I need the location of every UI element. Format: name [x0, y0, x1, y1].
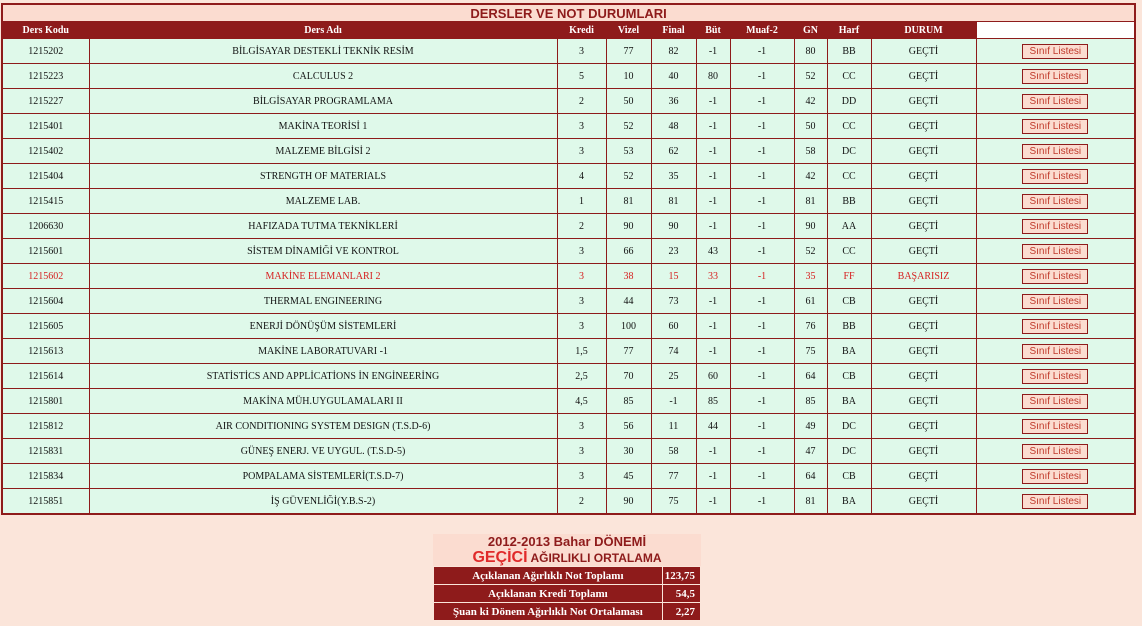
- course-gn: 61: [794, 289, 827, 314]
- course-but: -1: [696, 489, 730, 515]
- summary-value: 2,27: [662, 603, 700, 621]
- col-header-but: Büt: [696, 22, 730, 39]
- course-code: 1215851: [2, 489, 89, 515]
- course-durum: GEÇTİ: [871, 364, 976, 389]
- course-muaf: -1: [730, 364, 794, 389]
- table-header-row: [2, 22, 1135, 39]
- col-header-harf: Harf: [827, 22, 871, 39]
- course-code: 1215604: [2, 289, 89, 314]
- course-final: 77: [651, 464, 696, 489]
- course-durum: GEÇTİ: [871, 414, 976, 439]
- action-cell: [976, 289, 1135, 314]
- course-name: POMPALAMA SİSTEMLERİ(T.S.D-7): [89, 464, 557, 489]
- course-kredi: 3: [557, 414, 606, 439]
- summary-subtitle-line: [433, 550, 701, 566]
- table-row: [2, 214, 1135, 239]
- course-durum: GEÇTİ: [871, 389, 976, 414]
- action-cell: [976, 314, 1135, 339]
- course-gn: 52: [794, 64, 827, 89]
- course-harf: BA: [827, 339, 871, 364]
- course-durum: GEÇTİ: [871, 314, 976, 339]
- col-header-code: Ders Kodu: [2, 22, 89, 39]
- course-final: 35: [651, 164, 696, 189]
- course-name: MAKİNE LABORATUVARI -1: [89, 339, 557, 364]
- class-list-button[interactable]: Sınıf Listesi: [1022, 219, 1088, 234]
- table-row: [2, 414, 1135, 439]
- course-vize: 66: [606, 239, 651, 264]
- course-final: 74: [651, 339, 696, 364]
- course-code: 1215613: [2, 339, 89, 364]
- class-list-button[interactable]: Sınıf Listesi: [1022, 419, 1088, 434]
- class-list-button[interactable]: Sınıf Listesi: [1022, 69, 1088, 84]
- course-durum: GEÇTİ: [871, 89, 976, 114]
- course-final: -1: [651, 389, 696, 414]
- course-muaf: -1: [730, 389, 794, 414]
- course-code: 1215801: [2, 389, 89, 414]
- course-vize: 81: [606, 189, 651, 214]
- action-cell: [976, 439, 1135, 464]
- class-list-button[interactable]: Sınıf Listesi: [1022, 294, 1088, 309]
- table-title-row: [2, 4, 1135, 22]
- course-but: 85: [696, 389, 730, 414]
- course-final: 15: [651, 264, 696, 289]
- action-cell: [976, 164, 1135, 189]
- course-final: 11: [651, 414, 696, 439]
- course-code: 1215202: [2, 39, 89, 64]
- table-row: [2, 39, 1135, 64]
- action-cell: [976, 464, 1135, 489]
- course-final: 81: [651, 189, 696, 214]
- summary-row: [434, 603, 701, 621]
- course-muaf: -1: [730, 114, 794, 139]
- course-but: 43: [696, 239, 730, 264]
- col-header-durum: DURUM: [871, 22, 976, 39]
- course-but: -1: [696, 164, 730, 189]
- summary-gecici: GEÇİCİ: [472, 549, 528, 566]
- course-vize: 70: [606, 364, 651, 389]
- course-kredi: 3: [557, 264, 606, 289]
- course-name: MAKİNA MÜH.UYGULAMALARI II: [89, 389, 557, 414]
- course-gn: 75: [794, 339, 827, 364]
- table-row: [2, 239, 1135, 264]
- course-but: 80: [696, 64, 730, 89]
- course-durum: GEÇTİ: [871, 489, 976, 515]
- course-kredi: 3: [557, 314, 606, 339]
- course-muaf: -1: [730, 89, 794, 114]
- course-kredi: 3: [557, 139, 606, 164]
- table-row: [2, 439, 1135, 464]
- course-but: -1: [696, 464, 730, 489]
- course-harf: CC: [827, 114, 871, 139]
- course-final: 48: [651, 114, 696, 139]
- course-harf: DC: [827, 414, 871, 439]
- course-kredi: 1,5: [557, 339, 606, 364]
- course-vize: 56: [606, 414, 651, 439]
- course-muaf: -1: [730, 339, 794, 364]
- class-list-button[interactable]: Sınıf Listesi: [1022, 394, 1088, 409]
- course-final: 73: [651, 289, 696, 314]
- course-durum: GEÇTİ: [871, 114, 976, 139]
- course-but: -1: [696, 439, 730, 464]
- summary-value: 54,5: [662, 585, 700, 603]
- course-code: 1206630: [2, 214, 89, 239]
- course-code: 1215415: [2, 189, 89, 214]
- summary-table: [433, 566, 701, 621]
- course-gn: 85: [794, 389, 827, 414]
- action-cell: [976, 339, 1135, 364]
- course-durum: GEÇTİ: [871, 64, 976, 89]
- course-muaf: -1: [730, 439, 794, 464]
- course-harf: DC: [827, 439, 871, 464]
- course-muaf: -1: [730, 39, 794, 64]
- course-durum: BAŞARISIZ: [871, 264, 976, 289]
- course-muaf: -1: [730, 264, 794, 289]
- col-header-kredi: Kredi: [557, 22, 606, 39]
- summary-label: Şuan ki Dönem Ağırlıklı Not Ortalaması: [434, 603, 663, 621]
- class-list-button[interactable]: Sınıf Listesi: [1022, 44, 1088, 59]
- course-kredi: 2: [557, 489, 606, 515]
- course-final: 62: [651, 139, 696, 164]
- table-row: [2, 364, 1135, 389]
- course-gn: 81: [794, 489, 827, 515]
- course-name: MAKİNA TEORİSİ 1: [89, 114, 557, 139]
- class-list-button[interactable]: Sınıf Listesi: [1022, 244, 1088, 259]
- table-row: [2, 89, 1135, 114]
- col-header-final: Final: [651, 22, 696, 39]
- course-but: 44: [696, 414, 730, 439]
- action-cell: [976, 364, 1135, 389]
- class-list-button[interactable]: Sınıf Listesi: [1022, 144, 1088, 159]
- course-kredi: 3: [557, 39, 606, 64]
- course-final: 25: [651, 364, 696, 389]
- class-list-button[interactable]: Sınıf Listesi: [1022, 444, 1088, 459]
- course-code: 1215602: [2, 264, 89, 289]
- course-gn: 35: [794, 264, 827, 289]
- table-row: [2, 164, 1135, 189]
- course-durum: GEÇTİ: [871, 439, 976, 464]
- course-final: 75: [651, 489, 696, 515]
- course-name: MALZEME LAB.: [89, 189, 557, 214]
- course-vize: 77: [606, 339, 651, 364]
- course-vize: 30: [606, 439, 651, 464]
- course-code: 1215401: [2, 114, 89, 139]
- course-gn: 50: [794, 114, 827, 139]
- course-name: HAFIZADA TUTMA TEKNİKLERİ: [89, 214, 557, 239]
- course-final: 23: [651, 239, 696, 264]
- course-gn: 42: [794, 164, 827, 189]
- course-gn: 42: [794, 89, 827, 114]
- course-muaf: -1: [730, 189, 794, 214]
- course-name: CALCULUS 2: [89, 64, 557, 89]
- course-harf: AA: [827, 214, 871, 239]
- course-name: STRENGTH OF MATERIALS: [89, 164, 557, 189]
- course-muaf: -1: [730, 289, 794, 314]
- course-vize: 10: [606, 64, 651, 89]
- table-row: [2, 289, 1135, 314]
- course-name: İŞ GÜVENLİĞİ(Y.B.S-2): [89, 489, 557, 515]
- table-title: DERSLER VE NOT DURUMLARI: [2, 4, 1135, 22]
- course-kredi: 2: [557, 214, 606, 239]
- course-muaf: -1: [730, 414, 794, 439]
- course-code: 1215834: [2, 464, 89, 489]
- course-durum: GEÇTİ: [871, 139, 976, 164]
- course-code: 1215605: [2, 314, 89, 339]
- action-cell: [976, 239, 1135, 264]
- course-muaf: -1: [730, 239, 794, 264]
- summary-row: [434, 567, 701, 585]
- class-list-button[interactable]: Sınıf Listesi: [1022, 94, 1088, 109]
- course-durum: GEÇTİ: [871, 189, 976, 214]
- action-cell: [976, 214, 1135, 239]
- course-harf: BA: [827, 389, 871, 414]
- course-vize: 77: [606, 39, 651, 64]
- course-final: 58: [651, 439, 696, 464]
- course-vize: 90: [606, 489, 651, 515]
- course-gn: 47: [794, 439, 827, 464]
- course-harf: CC: [827, 164, 871, 189]
- course-durum: GEÇTİ: [871, 339, 976, 364]
- summary-subtitle: AĞIRLIKLI ORTALAMA: [530, 551, 662, 565]
- course-durum: GEÇTİ: [871, 464, 976, 489]
- course-harf: DC: [827, 139, 871, 164]
- course-final: 36: [651, 89, 696, 114]
- course-vize: 44: [606, 289, 651, 314]
- course-name: THERMAL ENGINEERING: [89, 289, 557, 314]
- class-list-button[interactable]: Sınıf Listesi: [1022, 269, 1088, 284]
- course-gn: 58: [794, 139, 827, 164]
- class-list-button[interactable]: Sınıf Listesi: [1022, 344, 1088, 359]
- course-gn: 81: [794, 189, 827, 214]
- col-header-gn: GN: [794, 22, 827, 39]
- course-durum: GEÇTİ: [871, 214, 976, 239]
- course-gn: 49: [794, 414, 827, 439]
- course-kredi: 3: [557, 464, 606, 489]
- course-durum: GEÇTİ: [871, 239, 976, 264]
- course-harf: BB: [827, 189, 871, 214]
- course-durum: GEÇTİ: [871, 289, 976, 314]
- table-row: [2, 139, 1135, 164]
- course-muaf: -1: [730, 214, 794, 239]
- class-list-button[interactable]: Sınıf Listesi: [1022, 319, 1088, 334]
- course-final: 60: [651, 314, 696, 339]
- course-gn: 80: [794, 39, 827, 64]
- course-gn: 90: [794, 214, 827, 239]
- course-code: 1215812: [2, 414, 89, 439]
- course-kredi: 2,5: [557, 364, 606, 389]
- course-name: SİSTEM DİNAMİĞİ VE KONTROL: [89, 239, 557, 264]
- summary-row: [434, 585, 701, 603]
- course-kredi: 3: [557, 239, 606, 264]
- summary-term: 2012-2013 Bahar DÖNEMİ: [487, 534, 647, 549]
- course-but: -1: [696, 139, 730, 164]
- course-name: STATİSTİCS AND APPLİCATİONS İN ENGİNEERİNG: [89, 364, 557, 389]
- course-muaf: -1: [730, 314, 794, 339]
- course-muaf: -1: [730, 164, 794, 189]
- course-but: -1: [696, 114, 730, 139]
- summary-value: 123,75: [662, 567, 700, 585]
- course-name: GÜNEŞ ENERJ. VE UYGUL. (T.S.D-5): [89, 439, 557, 464]
- course-but: -1: [696, 189, 730, 214]
- course-vize: 50: [606, 89, 651, 114]
- action-cell: [976, 414, 1135, 439]
- action-cell: [976, 39, 1135, 64]
- course-code: 1215404: [2, 164, 89, 189]
- action-cell: [976, 189, 1135, 214]
- class-list-button[interactable]: Sınıf Listesi: [1022, 469, 1088, 484]
- course-kredi: 2: [557, 89, 606, 114]
- course-harf: FF: [827, 264, 871, 289]
- course-harf: DD: [827, 89, 871, 114]
- action-cell: [976, 489, 1135, 515]
- action-cell: [976, 264, 1135, 289]
- course-vize: 38: [606, 264, 651, 289]
- class-list-button[interactable]: Sınıf Listesi: [1022, 494, 1088, 509]
- course-code: 1215402: [2, 139, 89, 164]
- summary-label: Açıklanan Kredi Toplamı: [434, 585, 663, 603]
- course-harf: CB: [827, 464, 871, 489]
- table-row: [2, 64, 1135, 89]
- course-muaf: -1: [730, 464, 794, 489]
- action-cell: [976, 64, 1135, 89]
- course-but: -1: [696, 214, 730, 239]
- course-code: 1215601: [2, 239, 89, 264]
- course-but: 60: [696, 364, 730, 389]
- course-vize: 52: [606, 164, 651, 189]
- course-name: BİLGİSAYAR DESTEKLİ TEKNİK RESİM: [89, 39, 557, 64]
- course-kredi: 4: [557, 164, 606, 189]
- course-harf: CC: [827, 239, 871, 264]
- course-gn: 64: [794, 364, 827, 389]
- action-cell: [976, 389, 1135, 414]
- course-durum: GEÇTİ: [871, 164, 976, 189]
- class-list-button[interactable]: Sınıf Listesi: [1022, 119, 1088, 134]
- class-list-button[interactable]: Sınıf Listesi: [1022, 369, 1088, 384]
- course-but: -1: [696, 89, 730, 114]
- course-but: -1: [696, 314, 730, 339]
- class-list-button[interactable]: Sınıf Listesi: [1022, 169, 1088, 184]
- summary-label: Açıklanan Ağırlıklı Not Toplamı: [434, 567, 663, 585]
- course-vize: 52: [606, 114, 651, 139]
- course-name: AIR CONDITIONING SYSTEM DESIGN (T.S.D-6): [89, 414, 557, 439]
- course-harf: CB: [827, 364, 871, 389]
- course-muaf: -1: [730, 139, 794, 164]
- course-harf: BA: [827, 489, 871, 515]
- course-vize: 100: [606, 314, 651, 339]
- course-kredi: 3: [557, 289, 606, 314]
- course-but: -1: [696, 39, 730, 64]
- col-header-vize: Vizel: [606, 22, 651, 39]
- table-row: [2, 314, 1135, 339]
- table-row: [2, 389, 1135, 414]
- course-code: 1215227: [2, 89, 89, 114]
- action-cell: [976, 89, 1135, 114]
- course-kredi: 5: [557, 64, 606, 89]
- course-vize: 45: [606, 464, 651, 489]
- course-durum: GEÇTİ: [871, 39, 976, 64]
- course-kredi: 3: [557, 439, 606, 464]
- summary-title: [433, 534, 701, 566]
- col-header-muaf: Muaf-2: [730, 22, 794, 39]
- course-vize: 90: [606, 214, 651, 239]
- table-row: [2, 339, 1135, 364]
- course-kredi: 4,5: [557, 389, 606, 414]
- course-harf: BB: [827, 39, 871, 64]
- grades-table: [1, 3, 1136, 515]
- course-harf: CB: [827, 289, 871, 314]
- course-final: 82: [651, 39, 696, 64]
- course-harf: CC: [827, 64, 871, 89]
- course-gn: 76: [794, 314, 827, 339]
- course-but: 33: [696, 264, 730, 289]
- course-vize: 53: [606, 139, 651, 164]
- table-row: [2, 189, 1135, 214]
- course-code: 1215223: [2, 64, 89, 89]
- course-muaf: -1: [730, 489, 794, 515]
- course-but: -1: [696, 339, 730, 364]
- grades-table-body: [2, 39, 1135, 515]
- table-row: [2, 464, 1135, 489]
- class-list-button[interactable]: Sınıf Listesi: [1022, 194, 1088, 209]
- col-header-action: [976, 22, 1135, 39]
- course-gn: 64: [794, 464, 827, 489]
- course-but: -1: [696, 289, 730, 314]
- col-header-name: Ders Adı: [89, 22, 557, 39]
- course-kredi: 1: [557, 189, 606, 214]
- course-name: MAKİNE ELEMANLARI 2: [89, 264, 557, 289]
- table-row: [2, 114, 1135, 139]
- course-name: MALZEME BİLGİSİ 2: [89, 139, 557, 164]
- course-final: 40: [651, 64, 696, 89]
- action-cell: [976, 139, 1135, 164]
- gpa-summary: [433, 534, 701, 621]
- course-final: 90: [651, 214, 696, 239]
- course-muaf: -1: [730, 64, 794, 89]
- course-code: 1215831: [2, 439, 89, 464]
- course-vize: 85: [606, 389, 651, 414]
- course-kredi: 3: [557, 114, 606, 139]
- table-row: [2, 264, 1135, 289]
- course-code: 1215614: [2, 364, 89, 389]
- course-gn: 52: [794, 239, 827, 264]
- course-name: ENERJİ DÖNÜŞÜM SİSTEMLERİ: [89, 314, 557, 339]
- course-name: BİLGİSAYAR PROGRAMLAMA: [89, 89, 557, 114]
- table-row: [2, 489, 1135, 515]
- action-cell: [976, 114, 1135, 139]
- course-harf: BB: [827, 314, 871, 339]
